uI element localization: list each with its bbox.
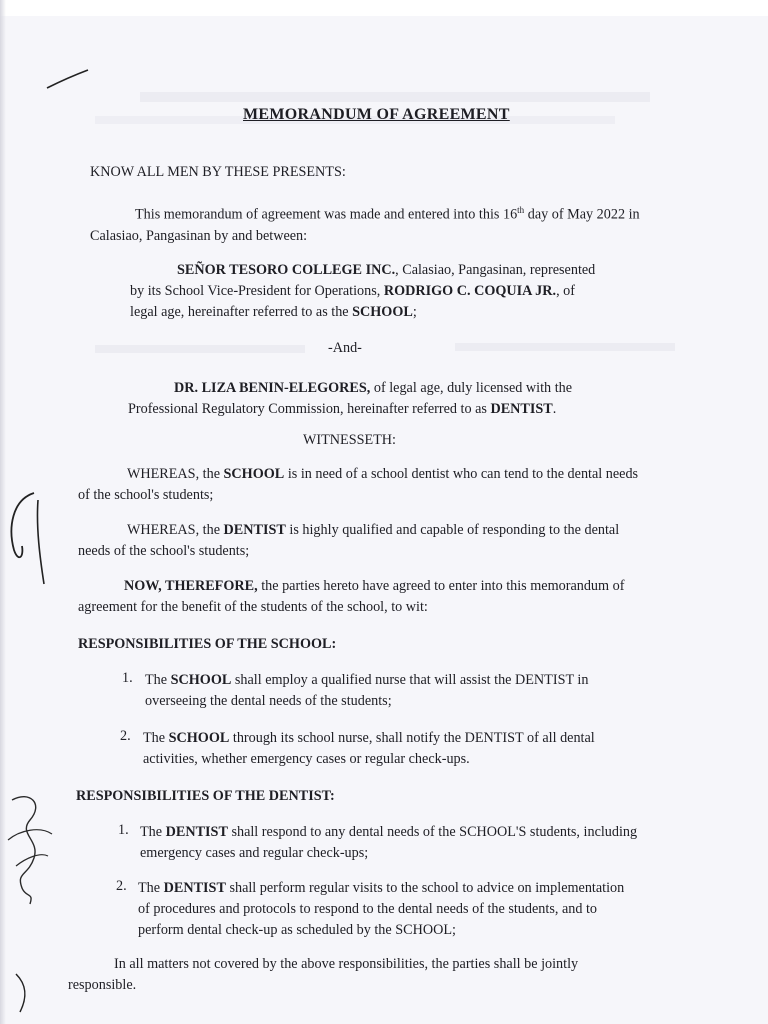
bleed-through-mark <box>140 92 650 102</box>
party-school <box>130 260 650 323</box>
dentist-item-1-dentist: DENTIST <box>165 824 228 840</box>
school-name: SEÑOR TESORO COLLEGE INC. <box>177 262 396 278</box>
document-title: MEMORANDUM OF AGREEMENT <box>243 106 510 123</box>
school-item-number: 1. <box>122 670 133 686</box>
bleed-through-mark <box>95 345 305 353</box>
dentist-ref-text: Professional Regulatory Commission, hereinafter referred to as <box>128 401 491 417</box>
whereas2-line-2: needs of the school's students; <box>78 543 250 559</box>
school-item-2-line-2: activities, whether emergency cases or regular check-ups. <box>143 751 470 767</box>
dentist-item-2-a: The <box>138 880 164 896</box>
scan-top-edge <box>0 0 768 16</box>
school-item-2 <box>143 728 665 770</box>
whereas2-a: WHEREAS, the <box>127 522 224 538</box>
dentist-responsibilities-heading: RESPONSIBILITIES OF THE DENTIST: <box>76 788 335 804</box>
whereas1-a: WHEREAS, the <box>127 466 224 482</box>
dentist-item-2-dentist: DENTIST <box>163 880 226 896</box>
school-item-2-c: through its school nurse, shall notify the DENTIST of all dental <box>229 730 595 746</box>
margin-pen-stroke <box>6 968 36 1018</box>
therefore-lead: NOW, THEREFORE, <box>124 578 258 594</box>
whereas-clause-1 <box>78 464 678 506</box>
intro-ordinal: th <box>517 205 525 215</box>
opening-line: KNOW ALL MEN BY THESE PRESENTS: <box>90 164 346 180</box>
dentist-item-number: 2. <box>116 878 127 894</box>
witnesseth-heading: WITNESSETH: <box>303 432 396 448</box>
dentist-short: DENTIST <box>490 401 553 417</box>
school-ref-end: ; <box>412 304 417 320</box>
intro-paragraph <box>90 200 690 247</box>
pen-tick-mark <box>44 64 94 94</box>
dentist-item-1-a: The <box>140 824 166 840</box>
dentist-item-number: 1. <box>118 822 129 838</box>
dentist-item-2-line-2: of procedures and protocols to respond to the dental needs of the students, and to <box>138 901 598 917</box>
school-item-1-c: shall employ a qualified nurse that will assist the DENTIST in <box>231 672 589 688</box>
school-item-number: 2. <box>120 728 131 744</box>
intro-line-2: Calasiao, Pangasinan by and between: <box>90 227 308 244</box>
initials-signature <box>0 780 60 910</box>
party-dentist <box>128 378 668 420</box>
closing-paragraph <box>68 954 668 996</box>
school-item-1-line-2: overseeing the dental needs of the students; <box>145 693 392 709</box>
school-rep-suffix: , of <box>556 283 575 299</box>
and-separator: -And- <box>328 340 362 356</box>
whereas2-dentist: DENTIST <box>223 522 286 538</box>
school-representative: RODRIGO C. COQUIA JR. <box>383 283 557 299</box>
whereas1-c: is in need of a school dentist who can tend to the dental needs <box>284 466 639 482</box>
school-short: SCHOOL <box>352 304 413 320</box>
handwritten-bracket-mark <box>4 488 59 593</box>
dentist-item-2-line-3: perform dental check-up as scheduled by the SCHOOL; <box>138 922 456 938</box>
therefore-line-2: agreement for the benefit of the students of the school, to wit: <box>78 599 428 615</box>
school-rep-text: by its School Vice-President for Operations, <box>130 283 384 299</box>
dentist-item-1-line-2: emergency cases and regular check-ups; <box>140 845 369 861</box>
dentist-name: DR. LIZA BENIN-ELEGORES, <box>174 380 371 396</box>
therefore-text: the parties hereto have agreed to enter into this memorandum of <box>257 578 625 594</box>
school-item-1-a: The <box>145 672 171 688</box>
dentist-ref-end: . <box>552 401 557 417</box>
school-item-1-school: SCHOOL <box>170 672 232 688</box>
whereas1-line-2: of the school's students; <box>78 487 214 503</box>
bleed-through-mark <box>455 343 675 351</box>
school-item-2-a: The <box>143 730 169 746</box>
dentist-item-2-c: shall perform regular visits to the school to advice on implementation <box>225 880 625 896</box>
school-item-1 <box>145 670 665 712</box>
whereas1-school: SCHOOL <box>223 466 285 482</box>
whereas-clause-2 <box>78 520 678 562</box>
closing-line-1: In all matters not covered by the above responsibilities, the parties shall be jointly <box>114 956 579 972</box>
school-ref-text: legal age, hereinafter referred to as the <box>130 304 353 320</box>
dentist-item-1 <box>140 822 665 864</box>
school-item-2-school: SCHOOL <box>168 730 230 746</box>
therefore-clause <box>78 576 678 618</box>
dentist-item-2 <box>138 878 668 941</box>
intro-text-a: This memorandum of agreement was made and entered into this 16 <box>135 206 518 223</box>
school-responsibilities-heading: RESPONSIBILITIES OF THE SCHOOL: <box>78 636 337 652</box>
dentist-license: of legal age, duly licensed with the <box>370 380 573 396</box>
dentist-item-1-c: shall respond to any dental needs of the SCHOOL'S students, including <box>227 824 638 840</box>
closing-line-2: responsible. <box>68 977 137 993</box>
school-address: , Calasiao, Pangasinan, represented <box>395 262 596 278</box>
intro-text-b: day of May 2022 in <box>524 206 640 223</box>
whereas2-c: is highly qualified and capable of responding to the dental <box>285 522 620 538</box>
